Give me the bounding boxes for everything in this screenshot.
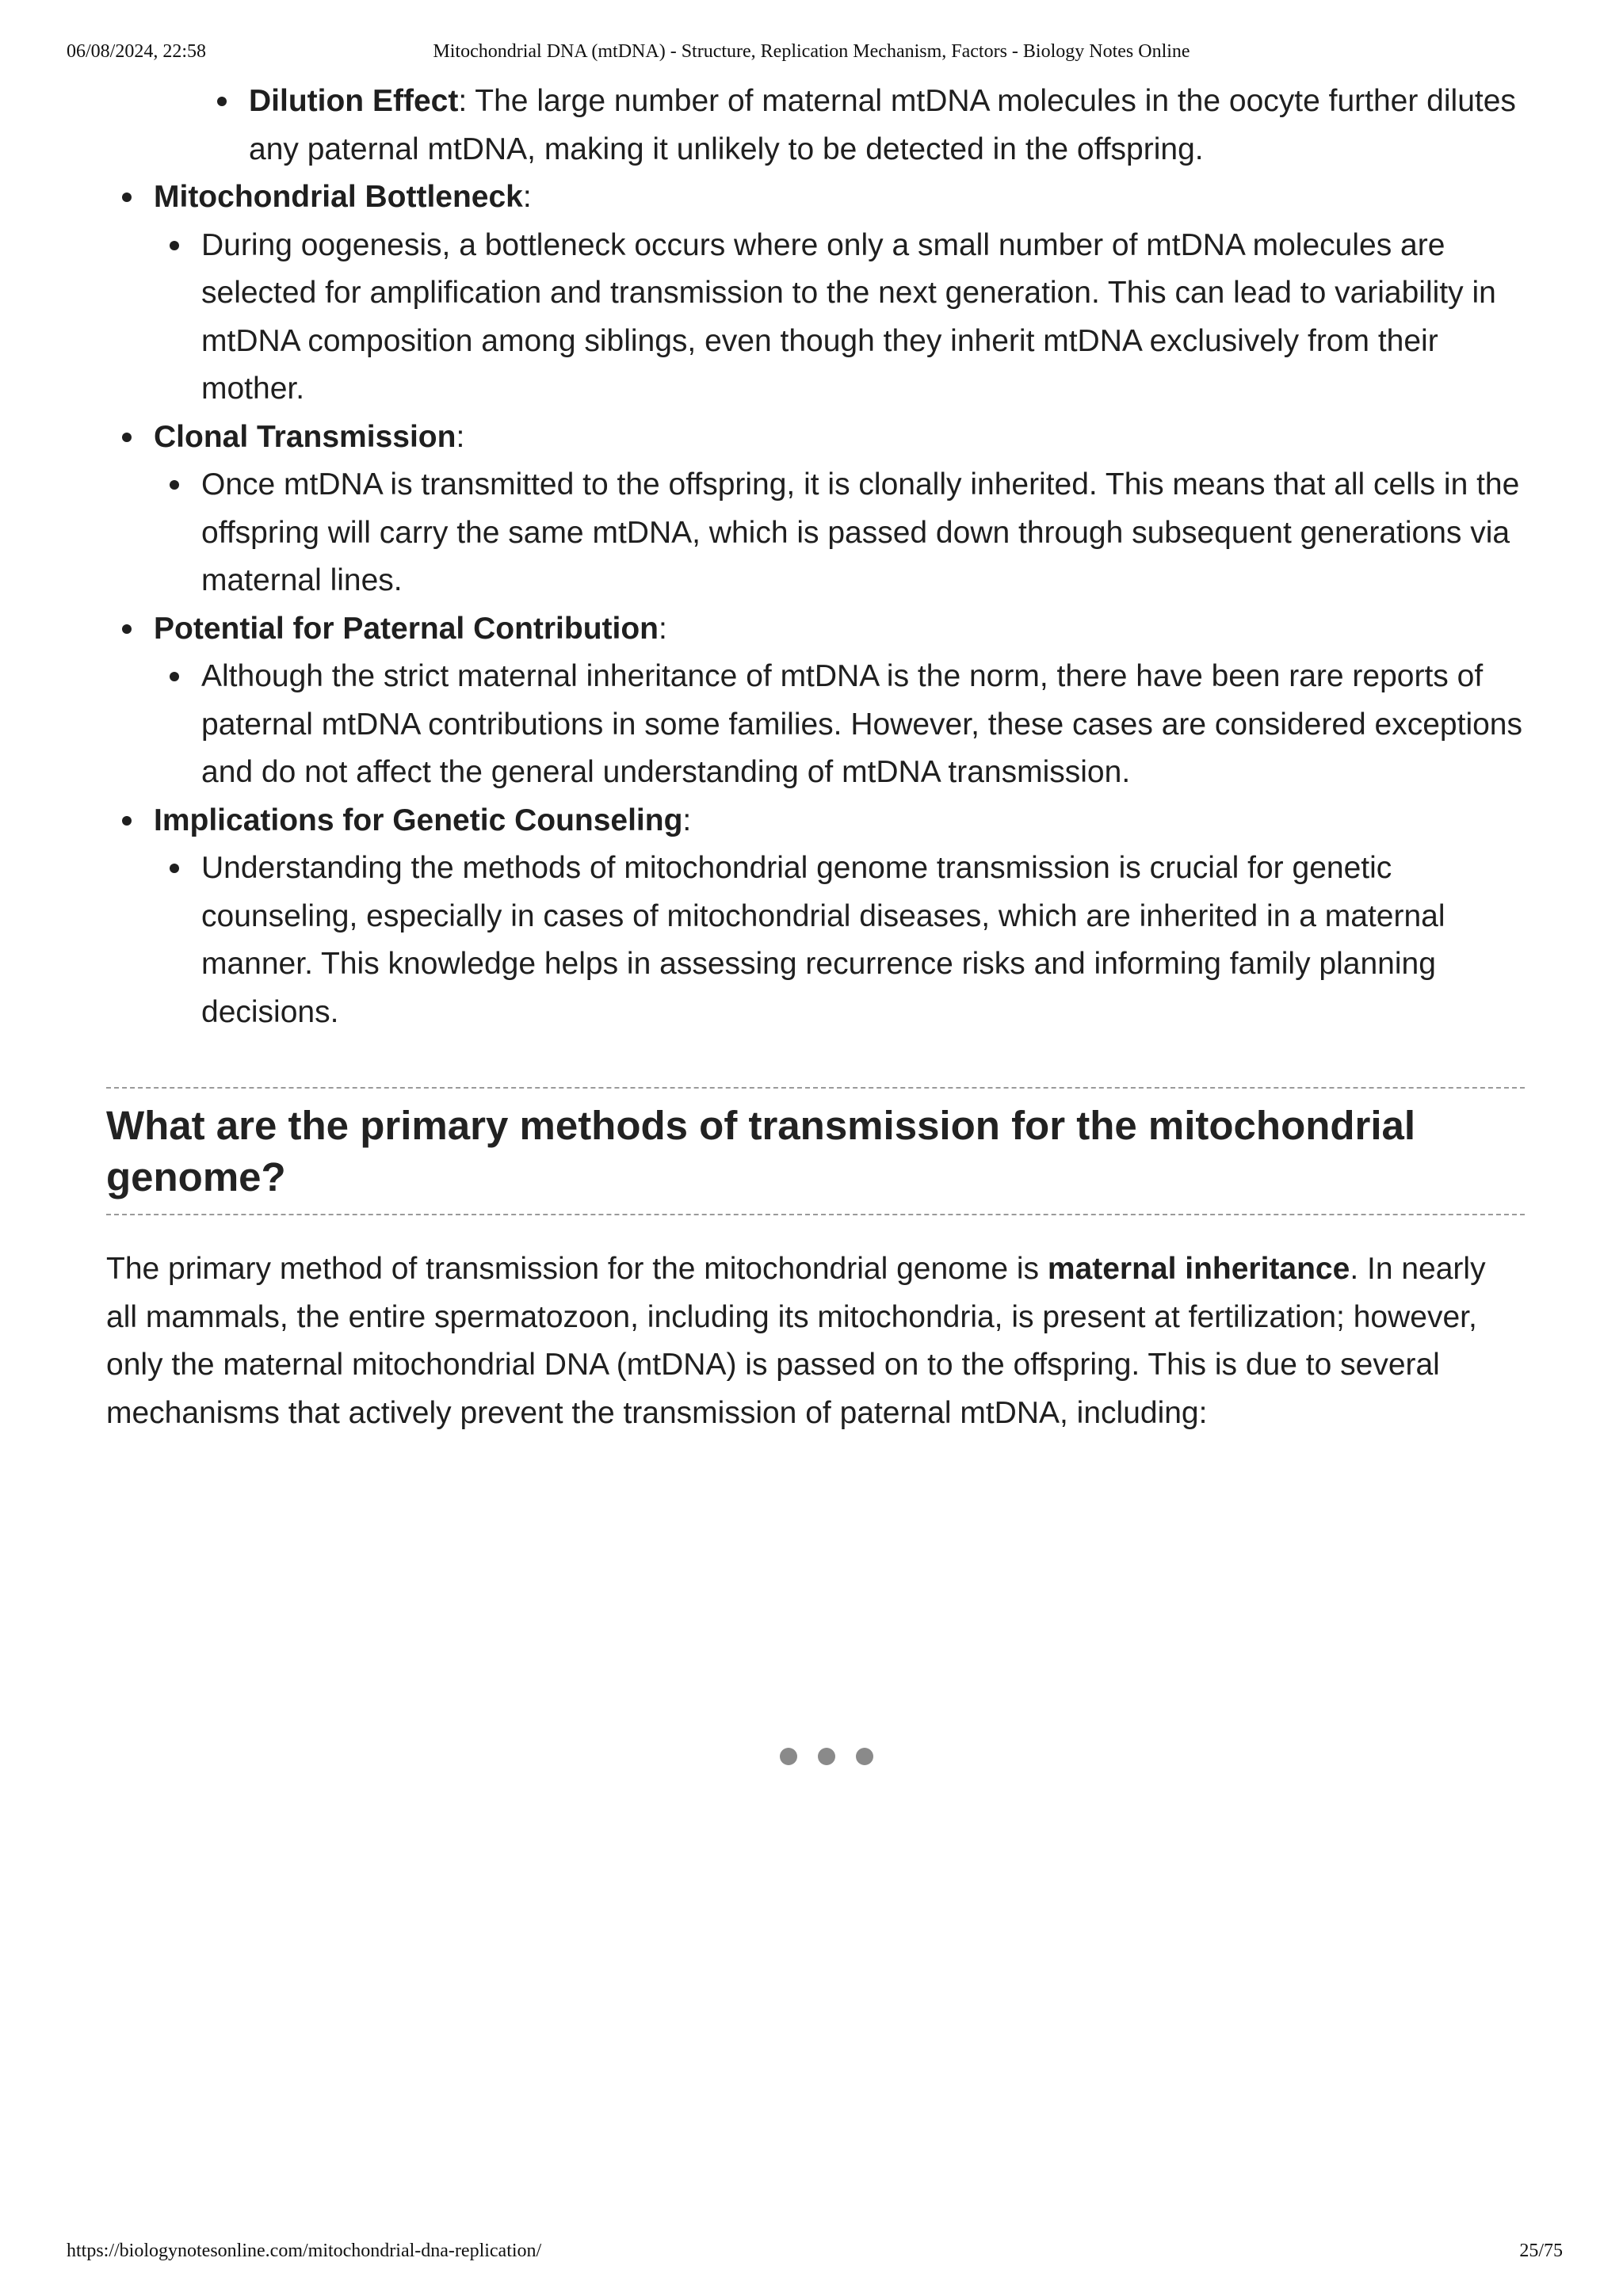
- term-paternal-contribution: Potential for Paternal Contribution: [154, 611, 659, 646]
- loading-dot: [818, 1748, 835, 1765]
- page-number: 25/75: [1519, 2241, 1563, 2261]
- top-level-list: [106, 174, 1525, 1036]
- section-heading: What are the primary methods of transmission for the mitochondrial genome?: [106, 1103, 1416, 1199]
- article-content: [106, 78, 1525, 1437]
- loading-dots-icon: [780, 1748, 875, 1767]
- list-item-genetic-counseling: [154, 797, 1525, 1037]
- sub-list: [201, 845, 1525, 1036]
- print-datetime: 06/08/2024, 22:58: [67, 41, 207, 62]
- sub-list: [201, 222, 1525, 414]
- term-clonal-transmission: Clonal Transmission: [154, 419, 456, 454]
- list-item-dilution-effect: [249, 78, 1525, 174]
- section-paragraph: [106, 1245, 1525, 1437]
- colon: :: [659, 611, 667, 646]
- list-item-clonal-transmission: [154, 414, 1525, 605]
- paragraph-bold-term: maternal inheritance: [1047, 1252, 1350, 1286]
- print-page-title: Mitochondrial DNA (mtDNA) - Structure, Replication Mechanism, Factors - Biology Notes Online: [433, 41, 1190, 62]
- colon: :: [456, 419, 465, 454]
- list-item-paternal-contribution: [154, 605, 1525, 797]
- loading-dot: [780, 1748, 797, 1765]
- colon: :: [522, 180, 532, 214]
- sub-item-counseling: Understanding the methods of mitochondrial genome transmission is crucial for genetic counseling, especially in cases of mitochondrial diseases, which are inherited in a maternal manner. This knowledge helps in assessing recurrence risks and informing family planning decisions.: [201, 845, 1525, 1036]
- sub-list: [201, 461, 1525, 605]
- sub-list: [201, 653, 1525, 797]
- term-dilution-effect: Dilution Effect: [249, 84, 459, 118]
- loading-dot: [856, 1748, 873, 1765]
- page-url: https://biologynotesonline.com/mitochondrial-dna-replication/: [67, 2241, 542, 2261]
- heading-divider-top: [106, 1087, 1525, 1089]
- nested-list: [249, 78, 1525, 174]
- term-genetic-counseling: Implications for Genetic Counseling: [154, 803, 683, 837]
- paragraph-text: . In nearly all mammals, the entire spermatozoon, including its mitochondria, is present at fertilization; however, only the maternal mitochondrial DNA (mtDNA) is passed on to the offspring. This is due to several mechanisms that actively prevent the transmission of paternal mtDNA, including:: [106, 1252, 1486, 1430]
- colon: :: [682, 803, 692, 837]
- sub-item-paternal: Although the strict maternal inheritance of mtDNA is the norm, there have been rare reports of paternal mtDNA contributions in some families. However, these cases are considered exceptions and do not affect the general understanding of mtDNA transmission.: [201, 653, 1525, 797]
- list-item-mitochondrial-bottleneck: [154, 174, 1525, 414]
- paragraph-text: The primary method of transmission for the mitochondrial genome is: [106, 1252, 1048, 1286]
- term-mitochondrial-bottleneck: Mitochondrial Bottleneck: [154, 180, 523, 214]
- heading-divider-bottom: [106, 1214, 1525, 1215]
- sub-item-bottleneck: During oogenesis, a bottleneck occurs where only a small number of mtDNA molecules are selected for amplification and transmission to the next generation. This can lead to variability in mtDNA composition among siblings, even though they inherit mtDNA exclusively from their mother.: [201, 222, 1525, 414]
- print-footer: [0, 2241, 1623, 2267]
- print-header: [0, 41, 1623, 68]
- text-dilution-effect: : The large number of maternal mtDNA molecules in the oocyte further dilutes any paternal mtDNA, making it unlikely to be detected in the offspring.: [249, 84, 1516, 166]
- sub-item-clonal: Once mtDNA is transmitted to the offspring, it is clonally inherited. This means that all cells in the offspring will carry the same mtDNA, which is passed down through subsequent generations via maternal lines.: [201, 461, 1525, 605]
